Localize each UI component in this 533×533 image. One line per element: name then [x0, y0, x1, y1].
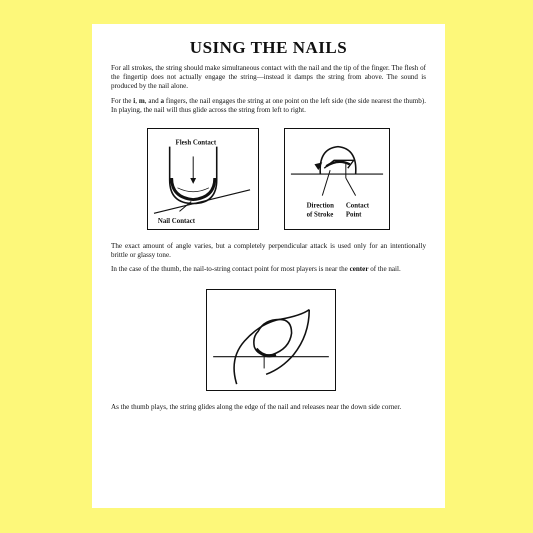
page-title: USING THE NAILS	[189, 38, 348, 57]
finger-i: i	[133, 96, 136, 105]
p4-text-c: of the nail.	[368, 265, 401, 274]
fingertip-side-illustration	[148, 129, 258, 229]
label-direction-1: Direction	[306, 202, 334, 210]
p2-text-b: ,	[135, 96, 139, 105]
book-page	[92, 24, 445, 508]
label-flesh-contact: Flesh Contact	[175, 139, 217, 147]
finger-m: m	[138, 96, 145, 105]
label-contact-2: Point	[345, 211, 362, 219]
p2-text-d: fingers, the nail engages the string at one point on the left side (the side nearest the thumb). In playing, the nail will thus glide across the string from left to right.	[111, 96, 426, 114]
finger-a: a	[160, 96, 165, 105]
label-contact-1: Contact	[345, 202, 370, 210]
paragraph-angle: The exact amount of angle varies, but a completely perpendicular attack is used only for an intentionally brittle or glassy tone.	[111, 242, 426, 260]
figure-stroke-direction	[284, 128, 390, 230]
paragraph-finger-nail-engagement	[111, 97, 426, 115]
figure-thumb-nail	[206, 289, 336, 391]
center-word: center	[349, 265, 369, 274]
paragraph-simultaneous-contact: For all strokes, the string should make simultaneous contact with the nail and the tip of the finger. The flesh of the fingertip does not actually engage the string—instead it damps the string from above. The sound is produced by the nail alone.	[111, 64, 426, 91]
fingertip-front-illustration	[285, 129, 389, 229]
p2-text-a: For the	[111, 96, 134, 105]
p2-text-c: , and	[144, 96, 161, 105]
figure-flesh-nail-contact	[147, 128, 259, 230]
label-nail-contact: Nail Contact	[157, 218, 196, 226]
finger-figures	[111, 120, 426, 232]
label-direction-2: of Stroke	[306, 211, 334, 219]
paragraph-thumb-contact	[111, 265, 426, 274]
thumb-illustration	[207, 290, 335, 390]
p4-text-a: In the case of the thumb, the nail-to-string contact point for most players is near the	[111, 265, 350, 274]
paragraph-thumb-glide: As the thumb plays, the string glides along the edge of the nail and releases near the down side corner.	[111, 402, 402, 411]
